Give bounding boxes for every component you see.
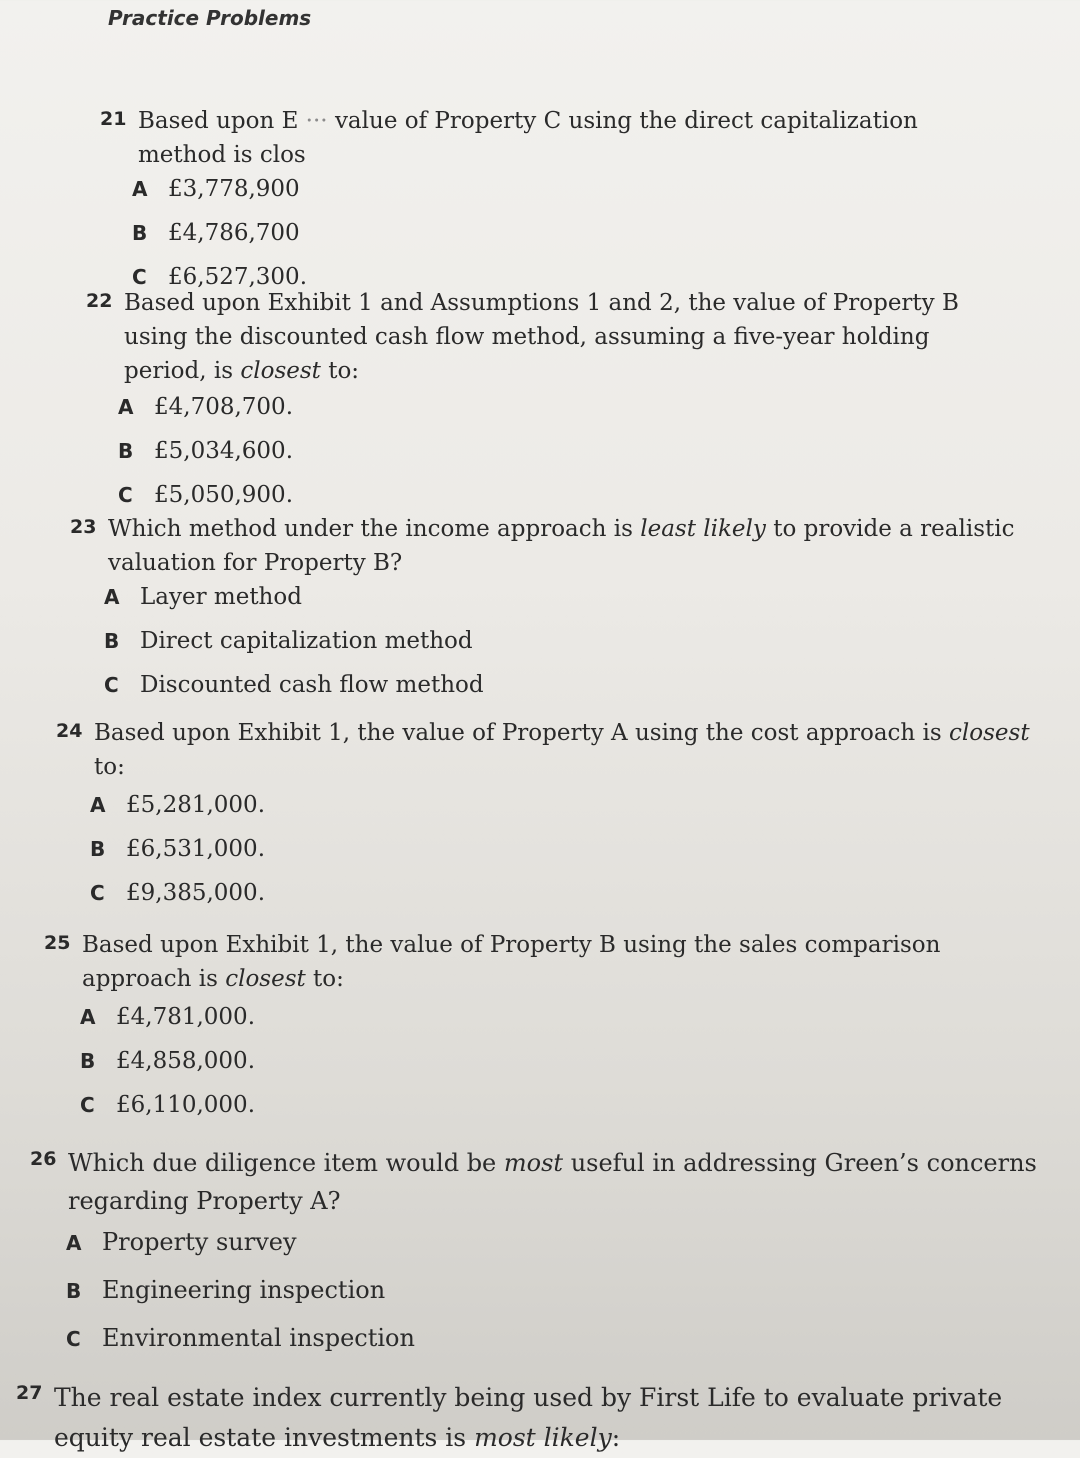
question-text: Which due diligence item would be most useful in addressing Green’s concerns regarding Property A? xyxy=(68,1149,1037,1215)
option-b: B £4,786,700 xyxy=(132,220,300,246)
question-24 xyxy=(56,716,1036,924)
option-a: A Layer method xyxy=(104,584,302,610)
option-a: A £5,281,000. xyxy=(90,792,265,818)
question-text: Based upon Exhibit 1 and Assumptions 1 and 2, the value of Property B using the discounted cash flow method, assuming a five-year holding period, is closest to: xyxy=(124,290,959,384)
question-number: 22 xyxy=(86,290,113,312)
option-b: B £6,531,000. xyxy=(90,836,265,862)
question-26 xyxy=(30,1144,1050,1372)
question-text: Based upon E ··· value of Property C using the direct capitalization method is clos xyxy=(138,108,918,168)
option-a: A Property survey xyxy=(66,1228,297,1256)
option-c: C Environmental inspection xyxy=(66,1324,415,1352)
question-number: 21 xyxy=(100,108,127,130)
question-22 xyxy=(86,286,1016,526)
question-21 xyxy=(100,104,1000,308)
option-c: C £5,050,900. xyxy=(118,482,293,508)
option-c: C £6,527,300. xyxy=(132,264,307,290)
page-header: Practice Problems xyxy=(108,6,312,30)
question-text: Based upon Exhibit 1, the value of Property B using the sales comparison approach is closest to: xyxy=(82,932,941,992)
question-number: 24 xyxy=(56,720,83,742)
question-number: 26 xyxy=(30,1148,57,1170)
option-b: B £4,858,000. xyxy=(80,1048,255,1074)
question-text: Which method under the income approach is least likely to provide a realistic valuation for Property B? xyxy=(108,516,1015,576)
question-text: Based upon Exhibit 1, the value of Property A using the cost approach is closest to: xyxy=(94,720,1030,780)
question-25 xyxy=(44,928,1004,1136)
question-number: 27 xyxy=(16,1382,43,1404)
question-23 xyxy=(70,512,1020,716)
option-a: A £3,778,900 xyxy=(132,176,300,202)
option-a: A £4,708,700. xyxy=(118,394,293,420)
question-text: The real estate index currently being used by First Life to evaluate private equity real estate investments is most likely: xyxy=(54,1383,1003,1452)
question-27 xyxy=(16,1378,1066,1458)
option-b: B Direct capitalization method xyxy=(104,628,473,654)
option-a: A £4,781,000. xyxy=(80,1004,255,1030)
option-b: B £5,034,600. xyxy=(118,438,293,464)
question-number: 25 xyxy=(44,932,71,954)
question-number: 23 xyxy=(70,516,97,538)
option-c: C Discounted cash flow method xyxy=(104,672,484,698)
option-b: B Engineering inspection xyxy=(66,1276,386,1304)
option-c: C £6,110,000. xyxy=(80,1092,255,1118)
option-c: C £9,385,000. xyxy=(90,880,265,906)
